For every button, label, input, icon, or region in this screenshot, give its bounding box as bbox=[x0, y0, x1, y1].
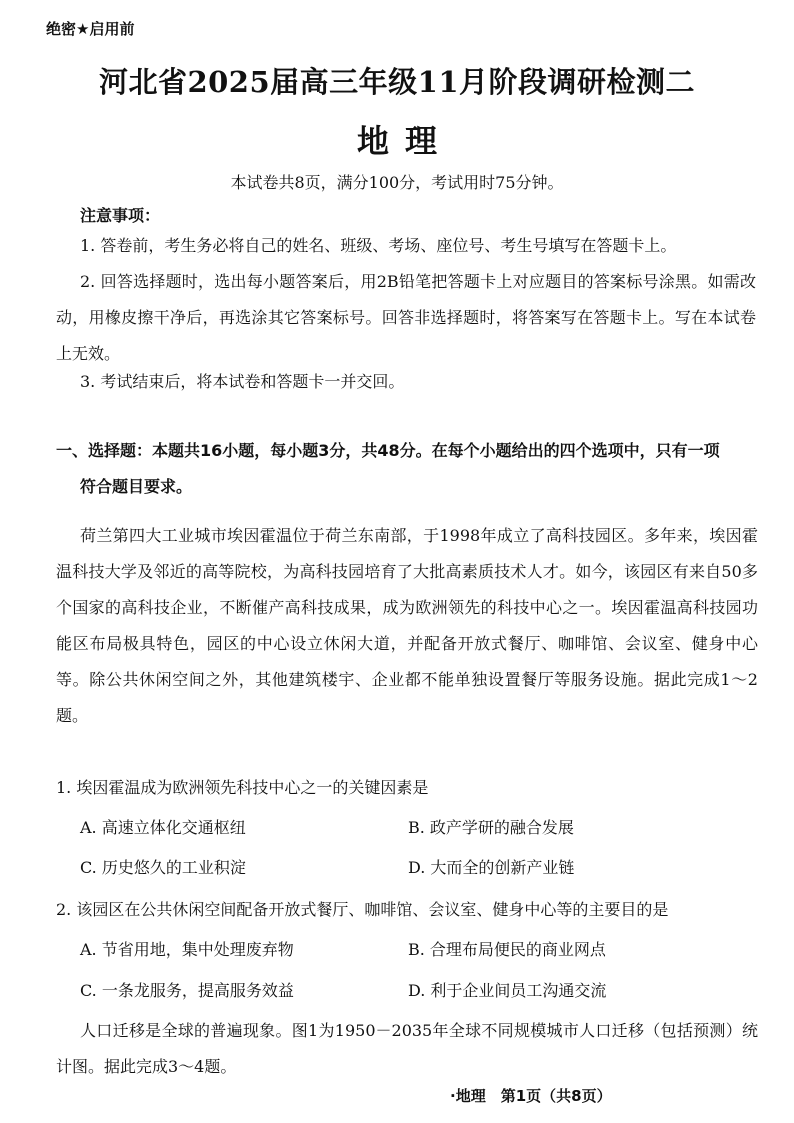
question-1-option-c: C. 历史悠久的工业积淀 bbox=[80, 858, 246, 877]
notice-heading: 注意事项： bbox=[80, 206, 161, 225]
confidential-mark: 绝密★启用前 bbox=[46, 20, 135, 38]
exam-info: 本试卷共8页，满分100分，考试用时75分钟。 bbox=[230, 173, 564, 192]
question-2-option-b: B. 合理布局便民的商业网点 bbox=[408, 940, 606, 959]
page-footer: ·地理 第1页（共8页） bbox=[450, 1087, 612, 1105]
section-heading bbox=[56, 433, 766, 505]
question-1-option-a: A. 高速立体化交通枢纽 bbox=[80, 818, 246, 837]
notice-item-1: 1. 答卷前，考生务必将自己的姓名、班级、考场、座位号、考生号填写在答题卡上。 bbox=[80, 236, 677, 255]
question-2-option-a: A. 节省用地，集中处理废弃物 bbox=[80, 940, 294, 959]
question-2-stem: 2. 该园区在公共休闲空间配备开放式餐厅、咖啡馆、会议室、健身中心等的主要目的是 bbox=[56, 900, 669, 919]
passage-1: 荷兰第四大工业城市埃因霍温位于荷兰东南部，于1998年成立了高科技园区。多年来，埃因霍温科技大学及邻近的高等院校，为高科技园培育了大批高素质技术人才。如今，该园区有来自50多个国家的高科技企业，不断催产高科技成果，成为欧洲领先的科技中心之一。埃因霍温高科技园功能区布局极具特色，园区的中心设立休闲大道，并配备开放式餐厅、咖啡馆、会议室、健身中心等。除公共休闲空间之外，其他建筑楼宇、企业都不能单独设置餐厅等服务设施。据此完成1～2题。 bbox=[56, 526, 758, 725]
question-1-option-d: D. 大而全的创新产业链 bbox=[408, 858, 575, 877]
question-1-stem: 1. 埃因霍温成为欧洲领先科技中心之一的关键因素是 bbox=[56, 778, 429, 797]
question-1-option-b: B. 政产学研的融合发展 bbox=[408, 818, 574, 837]
question-2-option-c: C. 一条龙服务，提高服务效益 bbox=[80, 981, 294, 1000]
passage-2: 人口迁移是全球的普遍现象。图1为1950－2035年全球不同规模城市人口迁移（包括预测）统计图。据此完成3～4题。 bbox=[56, 1021, 758, 1076]
exam-title: 河北省2025届高三年级11月阶段调研检测二 bbox=[98, 65, 696, 99]
subject-title: 地理 bbox=[356, 122, 453, 160]
section-heading-line1: 一、选择题：本题共16小题，每小题3分，共48分。在每个小题给出的四个选项中，只有一项 bbox=[56, 441, 720, 460]
question-2-option-d: D. 利于企业间员工沟通交流 bbox=[408, 981, 607, 1000]
notice-item-3: 3. 考试结束后，将本试卷和答题卡一并交回。 bbox=[80, 372, 405, 391]
section-heading-line2: 符合题目要求。 bbox=[80, 477, 193, 496]
notice-item-2: 2. 回答选择题时，选出每小题答案后，用2B铅笔把答题卡上对应题目的答案标号涂黑。如需改动，用橡皮擦干净后，再选涂其它答案标号。回答非选择题时，将答案写在答题卡上。写在本试卷上无效。 bbox=[56, 272, 756, 363]
